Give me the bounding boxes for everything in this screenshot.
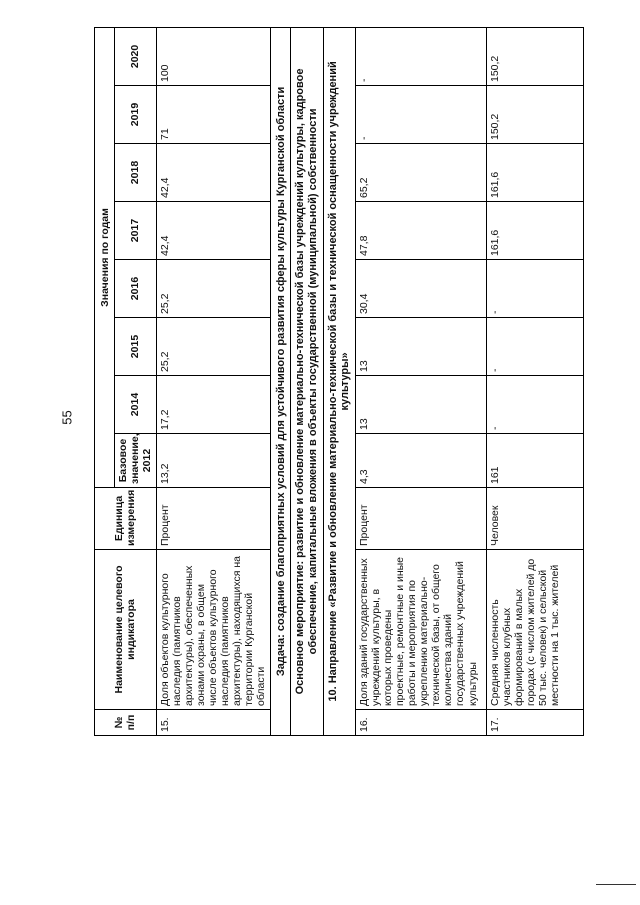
row-value: 25,2 [156, 260, 271, 318]
header-year: 2020 [115, 27, 157, 85]
header-year: 2019 [115, 86, 157, 144]
table-row [156, 27, 271, 735]
table-row [487, 27, 584, 735]
row-num: 15. [156, 710, 271, 736]
row-value: - [487, 260, 584, 318]
page-number: 55 [59, 410, 75, 425]
row-name: Доля зданий государственных учреждений культуры, в которых проведены проектные, ремонтные и иные работы и мероприятия по укреплению материально-технической базы, от общего количества зданий государственных учреждений культуры [355, 550, 486, 710]
indicators-table [94, 27, 584, 736]
row-value: - [487, 318, 584, 376]
row-unit: Процент [156, 488, 271, 550]
row-base: 161 [487, 434, 584, 488]
section-task: Задача: создание благоприятных условий для устойчивого развития сферы культуры Курганской области [271, 27, 291, 735]
section-direction: 10. Направление «Развитие и обновление материально-технической базы и технической оснащенности учреждений культуры» [323, 27, 355, 735]
row-value: 13 [355, 318, 486, 376]
header-values-by-year: Значения по годам [95, 27, 115, 487]
rotated-table-wrapper [94, 28, 584, 736]
header-year: 2017 [115, 202, 157, 260]
row-unit: Человек [487, 488, 584, 550]
row-value: 150,2 [487, 27, 584, 85]
row-value: 161,6 [487, 144, 584, 202]
row-name: Доля объектов культурного наследия (памятников архитектуры), обеспеченных зонами охраны, в общем числе объектов культурного наследия (памятников архитектуры), находящихся на территории Курганской области [156, 550, 271, 710]
row-num: 16. [355, 710, 486, 736]
row-value: - [355, 86, 486, 144]
header-unit: Единица измерения [95, 488, 157, 550]
row-value: 65,2 [355, 144, 486, 202]
row-value: 13 [355, 376, 486, 434]
row-unit: Процент [355, 488, 486, 550]
row-value: 47,8 [355, 202, 486, 260]
row-base: 13,2 [156, 434, 271, 488]
row-value: - [487, 376, 584, 434]
section-measure: Основное мероприятие: развитие и обновление материально-технической базы учреждений культуры, кадровое обеспечение, капитальные вложения в объекты государственной (муниципальной) собственности [291, 27, 323, 735]
row-value: 150,2 [487, 86, 584, 144]
row-value: 42,4 [156, 144, 271, 202]
row-base: 4,3 [355, 434, 486, 488]
row-value: 30,4 [355, 260, 486, 318]
header-name: Наименование целевого индикатора [95, 550, 157, 710]
header-num: № п/п [95, 710, 157, 736]
row-value: 25,2 [156, 318, 271, 376]
row-value: 161,6 [487, 202, 584, 260]
header-base: Базовое значение, 2012 [115, 434, 157, 488]
row-name: Средняя численность участников клубных формирований в малых городах (с числом жителей до 50 тыс. человек) и сельской местности на 1 тыс. жителей [487, 550, 584, 710]
header-year: 2014 [115, 376, 157, 434]
table-row [355, 27, 486, 735]
row-num: 17. [487, 710, 584, 736]
row-value: - [355, 27, 486, 85]
row-value: 17,2 [156, 376, 271, 434]
row-value: 71 [156, 86, 271, 144]
row-value: 100 [156, 27, 271, 85]
row-value: 42,4 [156, 202, 271, 260]
header-year: 2016 [115, 260, 157, 318]
header-year: 2015 [115, 318, 157, 376]
footer-divider [596, 884, 636, 885]
header-year: 2018 [115, 144, 157, 202]
